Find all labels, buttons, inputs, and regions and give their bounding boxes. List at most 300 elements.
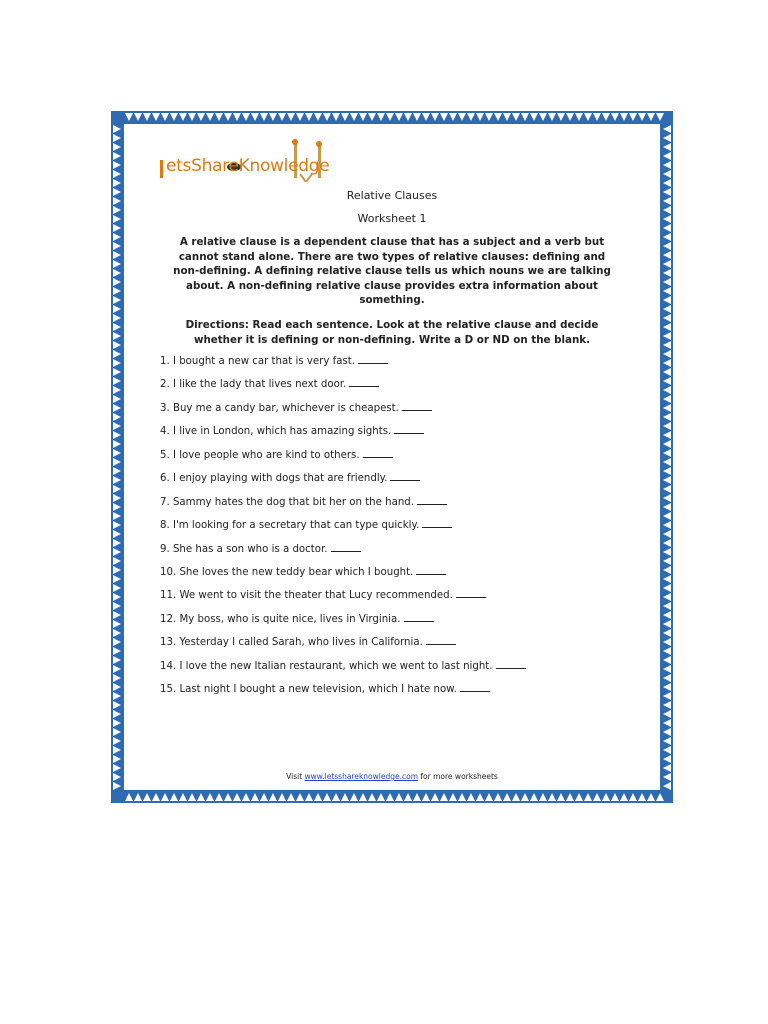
border-triangle — [663, 386, 671, 394]
border-triangle — [113, 278, 121, 286]
border-triangle — [449, 793, 457, 801]
border-triangle — [377, 793, 385, 801]
border-triangle — [287, 113, 295, 121]
border-triangle — [638, 793, 646, 801]
border-triangle — [332, 793, 340, 801]
border-triangle — [548, 113, 556, 121]
footer-suffix: for more worksheets — [420, 772, 498, 781]
border-triangle — [296, 793, 304, 801]
border-triangle — [170, 793, 178, 801]
border-triangle — [593, 113, 601, 121]
border-triangle — [663, 656, 671, 664]
border-triangle — [663, 296, 671, 304]
answer-blank[interactable] — [363, 448, 393, 458]
border-triangle — [663, 224, 671, 232]
border-triangle — [602, 113, 610, 121]
border-triangle — [647, 113, 655, 121]
border-triangle — [663, 593, 671, 601]
border-triangle — [663, 683, 671, 691]
border-triangle — [113, 179, 121, 187]
border-triangle — [467, 793, 475, 801]
border-triangle — [663, 170, 671, 178]
directions-paragraph: Directions: Read each sentence. Look at the relative clause and decide whether it is defining or non-defining. Write a D or ND on the blank. — [185, 319, 599, 346]
border-triangle — [113, 296, 121, 304]
border-triangle — [663, 665, 671, 673]
answer-blank[interactable] — [390, 471, 420, 481]
border-triangle — [548, 793, 556, 801]
border-triangle — [113, 305, 121, 313]
border-triangle — [663, 323, 671, 331]
border-triangle — [113, 710, 121, 718]
exercise-item — [160, 612, 640, 635]
border-triangle — [197, 793, 205, 801]
border-triangle — [413, 113, 421, 121]
exercise-text: 3. Buy me a candy bar, whichever is cheapest. — [160, 402, 399, 414]
border-triangle — [663, 494, 671, 502]
border-triangle — [485, 113, 493, 121]
border-triangle — [113, 224, 121, 232]
border-triangle — [440, 793, 448, 801]
border-triangle — [458, 793, 466, 801]
border-triangle — [663, 476, 671, 484]
border-triangle — [113, 737, 121, 745]
exercise-text: 13. Yesterday I called Sarah, who lives in California. — [160, 637, 423, 649]
border-triangle — [113, 197, 121, 205]
border-triangle — [113, 485, 121, 493]
border-triangle — [113, 701, 121, 709]
border-triangle — [359, 793, 367, 801]
border-triangle — [663, 377, 671, 385]
border-triangle — [113, 620, 121, 628]
border-triangle — [663, 269, 671, 277]
border-triangle — [530, 793, 538, 801]
border-triangle — [113, 611, 121, 619]
border-triangle — [113, 431, 121, 439]
border-triangle — [663, 359, 671, 367]
border-triangle — [647, 793, 655, 801]
border-triangle — [161, 793, 169, 801]
exercise-text: 5. I love people who are kind to others. — [160, 449, 360, 461]
border-triangle — [494, 113, 502, 121]
border-triangle — [113, 242, 121, 250]
border-triangle — [242, 793, 250, 801]
border-triangle — [305, 113, 313, 121]
border-triangle — [113, 269, 121, 277]
border-triangle — [663, 701, 671, 709]
exercise-text: 10. She loves the new teddy bear which I bought. — [160, 566, 414, 578]
answer-blank[interactable] — [331, 542, 361, 552]
border-triangle — [113, 188, 121, 196]
border-triangle — [663, 773, 671, 781]
border-triangle — [368, 113, 376, 121]
border-triangle — [663, 233, 671, 241]
border-triangle — [440, 113, 448, 121]
border-triangle — [663, 584, 671, 592]
border-triangle — [620, 113, 628, 121]
border-triangle — [278, 793, 286, 801]
border-triangle — [602, 793, 610, 801]
border-triangle — [113, 602, 121, 610]
answer-blank[interactable] — [404, 612, 434, 622]
exercise-item — [160, 635, 640, 658]
border-triangle — [113, 575, 121, 583]
border-triangle — [113, 332, 121, 340]
border-triangle — [215, 793, 223, 801]
border-triangle — [663, 341, 671, 349]
border-triangle — [539, 113, 547, 121]
border-triangle — [113, 665, 121, 673]
border-triangle — [113, 449, 121, 457]
border-triangle — [629, 113, 637, 121]
border-triangle — [663, 161, 671, 169]
border-triangle — [113, 530, 121, 538]
border-triangle — [663, 251, 671, 259]
border-triangle — [656, 113, 664, 121]
exercise-item — [160, 588, 640, 611]
border-triangle — [113, 539, 121, 547]
border-triangle — [242, 113, 250, 121]
border-triangle — [663, 449, 671, 457]
border-triangle — [113, 287, 121, 295]
footer-prefix: Visit — [286, 772, 303, 781]
border-triangle — [663, 710, 671, 718]
border-triangle — [113, 161, 121, 169]
border-triangle — [663, 503, 671, 511]
border-triangle — [422, 113, 430, 121]
exercise-text: 14. I love the new Italian restaurant, which we went to last night. — [160, 660, 493, 672]
border-triangle — [350, 793, 358, 801]
border-triangle — [404, 113, 412, 121]
border-triangle — [386, 793, 394, 801]
border-triangle — [188, 113, 196, 121]
border-triangle — [663, 467, 671, 475]
border-triangle — [663, 548, 671, 556]
border-triangle — [663, 287, 671, 295]
border-triangle — [179, 793, 187, 801]
border-triangle — [206, 793, 214, 801]
border-triangle — [113, 773, 121, 781]
border-triangle — [113, 512, 121, 520]
border-triangle — [476, 113, 484, 121]
border-triangle — [233, 793, 241, 801]
border-triangle — [422, 793, 430, 801]
border-triangle — [323, 113, 331, 121]
border-triangle — [113, 683, 121, 691]
border-triangle — [629, 793, 637, 801]
border-triangle — [113, 782, 121, 790]
answer-blank[interactable] — [426, 635, 456, 645]
border-triangle — [113, 323, 121, 331]
border-triangle — [663, 764, 671, 772]
border-triangle — [269, 113, 277, 121]
border-triangle — [395, 793, 403, 801]
exercise-item — [160, 495, 640, 518]
border-triangle — [485, 793, 493, 801]
exercise-text: 12. My boss, who is quite nice, lives in Virginia. — [160, 613, 401, 625]
exercise-list — [160, 354, 640, 706]
border-triangle — [663, 566, 671, 574]
border-triangle — [663, 638, 671, 646]
border-triangle — [663, 395, 671, 403]
border-triangle — [113, 206, 121, 214]
border-triangle — [314, 793, 322, 801]
border-triangle — [125, 793, 133, 801]
border-triangle — [386, 113, 394, 121]
border-triangle — [170, 113, 178, 121]
border-triangle — [663, 260, 671, 268]
border-triangle — [663, 629, 671, 637]
border-triangle — [663, 125, 671, 133]
exercise-item — [160, 682, 640, 705]
worksheet-title: Relative Clauses — [346, 189, 438, 202]
footer — [124, 772, 660, 781]
border-triangle — [663, 485, 671, 493]
border-triangle — [113, 233, 121, 241]
border-triangle — [113, 629, 121, 637]
border-triangle — [663, 674, 671, 682]
border-triangle — [359, 113, 367, 121]
border-triangle — [113, 314, 121, 322]
border-triangle — [503, 793, 511, 801]
answer-blank[interactable] — [358, 354, 388, 364]
border-triangle — [113, 566, 121, 574]
border-triangle — [663, 188, 671, 196]
border-triangle — [663, 350, 671, 358]
border-triangle — [663, 746, 671, 754]
answer-blank[interactable] — [456, 588, 486, 598]
border-triangle — [663, 728, 671, 736]
border-triangle — [663, 521, 671, 529]
border-triangle — [233, 113, 241, 121]
border-triangle — [113, 494, 121, 502]
border-triangle — [113, 521, 121, 529]
answer-blank[interactable] — [496, 659, 526, 669]
border-triangle — [113, 467, 121, 475]
border-triangle — [663, 620, 671, 628]
border-triangle — [557, 793, 565, 801]
border-triangle — [113, 170, 121, 178]
border-triangle — [113, 413, 121, 421]
border-triangle — [663, 215, 671, 223]
border-triangle — [113, 368, 121, 376]
border-triangle — [296, 113, 304, 121]
border-triangle — [663, 413, 671, 421]
answer-blank[interactable] — [417, 495, 447, 505]
border-triangle — [260, 113, 268, 121]
border-triangle — [152, 793, 160, 801]
border-triangle — [458, 113, 466, 121]
border-triangle — [113, 584, 121, 592]
border-triangle — [224, 113, 232, 121]
border-triangle — [260, 793, 268, 801]
border-triangle — [663, 422, 671, 430]
border-triangle — [431, 793, 439, 801]
exercise-text: 11. We went to visit the theater that Lucy recommended. — [160, 590, 453, 602]
border-triangle — [663, 134, 671, 142]
border-triangle — [413, 793, 421, 801]
border-triangle — [251, 113, 259, 121]
border-triangle — [566, 113, 574, 121]
answer-blank[interactable] — [402, 401, 432, 411]
exercise-item — [160, 542, 640, 565]
border-triangle — [113, 125, 121, 133]
border-triangle — [539, 793, 547, 801]
site-logo — [160, 138, 380, 182]
border-triangle — [663, 431, 671, 439]
border-triangle — [113, 152, 121, 160]
border-triangle — [125, 113, 133, 121]
border-triangle — [557, 113, 565, 121]
border-triangle — [449, 113, 457, 121]
border-triangle — [663, 305, 671, 313]
border-triangle — [314, 113, 322, 121]
border-triangle — [663, 530, 671, 538]
exercise-item — [160, 471, 640, 494]
border-triangle — [584, 113, 592, 121]
border-triangle — [663, 512, 671, 520]
border-triangle — [663, 458, 671, 466]
exercise-text: 1. I bought a new car that is very fast. — [160, 356, 355, 367]
border-triangle — [113, 404, 121, 412]
border-triangle — [575, 113, 583, 121]
border-triangle — [113, 458, 121, 466]
border-triangle — [404, 793, 412, 801]
exercise-item — [160, 448, 640, 471]
exercise-item — [160, 565, 640, 588]
border-triangle — [113, 638, 121, 646]
border-triangle — [113, 386, 121, 394]
border-triangle — [663, 332, 671, 340]
border-triangle — [341, 113, 349, 121]
border-triangle — [350, 113, 358, 121]
border-triangle — [663, 242, 671, 250]
border-triangle — [197, 113, 205, 121]
border-triangle — [278, 113, 286, 121]
border-triangle — [663, 539, 671, 547]
border-triangle — [575, 793, 583, 801]
border-triangle — [512, 113, 520, 121]
border-triangle — [113, 341, 121, 349]
border-triangle — [113, 251, 121, 259]
exercise-item — [160, 354, 640, 377]
border-triangle — [323, 793, 331, 801]
border-triangle — [152, 113, 160, 121]
border-triangle — [305, 793, 313, 801]
border-triangle — [566, 793, 574, 801]
border-triangle — [113, 134, 121, 142]
border-triangle — [113, 422, 121, 430]
border-triangle — [113, 548, 121, 556]
border-triangle — [113, 746, 121, 754]
border-triangle — [113, 728, 121, 736]
answer-blank[interactable] — [416, 565, 446, 575]
border-triangle — [476, 793, 484, 801]
border-triangle — [663, 179, 671, 187]
border-triangle — [113, 674, 121, 682]
border-triangle — [215, 113, 223, 121]
border-triangle — [663, 368, 671, 376]
border-triangle — [113, 593, 121, 601]
exercise-text: 2. I like the lady that lives next door. — [160, 379, 347, 391]
border-triangle — [663, 206, 671, 214]
border-triangle — [113, 692, 121, 700]
border-triangle — [224, 793, 232, 801]
border-triangle — [663, 647, 671, 655]
border-triangle — [332, 113, 340, 121]
border-triangle — [663, 692, 671, 700]
border-triangle — [663, 602, 671, 610]
border-triangle — [113, 647, 121, 655]
border-triangle — [113, 440, 121, 448]
border-triangle — [113, 719, 121, 727]
footer-link[interactable]: www.letsshareknowledge.com — [304, 772, 419, 781]
border-triangle — [368, 793, 376, 801]
exercise-text: 15. Last night I bought a new television, which I hate now. — [160, 684, 457, 696]
border-triangle — [113, 377, 121, 385]
border-triangle — [584, 793, 592, 801]
border-triangle — [620, 793, 628, 801]
border-triangle — [395, 113, 403, 121]
border-triangle — [663, 557, 671, 565]
border-triangle — [467, 113, 475, 121]
exercise-text: 7. Sammy hates the dog that bit her on the hand. — [160, 496, 415, 508]
worksheet-subtitle: Worksheet 1 — [357, 212, 427, 225]
border-triangle — [287, 793, 295, 801]
border-triangle — [113, 764, 121, 772]
border-triangle — [530, 113, 538, 121]
border-triangle — [206, 113, 214, 121]
answer-blank[interactable] — [460, 682, 490, 692]
worksheet-content — [124, 124, 660, 790]
border-triangle — [656, 793, 664, 801]
exercise-text: 8. I'm looking for a secretary that can type quickly. — [160, 520, 420, 532]
exercise-text: 9. She has a son who is a doctor. — [160, 543, 328, 555]
border-triangle — [251, 793, 259, 801]
border-triangle — [638, 113, 646, 121]
exercise-item — [160, 659, 640, 682]
border-triangle — [663, 152, 671, 160]
exercise-item — [160, 377, 640, 400]
border-triangle — [663, 278, 671, 286]
answer-blank[interactable] — [349, 377, 379, 387]
logo-text: etsShareKnowledge — [166, 156, 330, 176]
border-triangle — [113, 395, 121, 403]
border-triangle — [113, 143, 121, 151]
exercise-item — [160, 401, 640, 424]
exercise-item — [160, 424, 640, 447]
worksheet-page — [111, 111, 673, 803]
border-triangle — [113, 656, 121, 664]
border-triangle — [134, 113, 142, 121]
answer-blank[interactable] — [394, 424, 424, 434]
border-triangle — [663, 314, 671, 322]
border-triangle — [663, 782, 671, 790]
border-triangle — [663, 737, 671, 745]
border-triangle — [113, 215, 121, 223]
answer-blank[interactable] — [422, 518, 452, 528]
border-triangle — [663, 719, 671, 727]
border-triangle — [503, 113, 511, 121]
border-triangle — [188, 793, 196, 801]
border-triangle — [113, 557, 121, 565]
border-triangle — [663, 197, 671, 205]
border-triangle — [179, 113, 187, 121]
border-triangle — [611, 793, 619, 801]
border-triangle — [143, 113, 151, 121]
border-triangle — [143, 793, 151, 801]
border-triangle — [663, 611, 671, 619]
border-triangle — [377, 113, 385, 121]
